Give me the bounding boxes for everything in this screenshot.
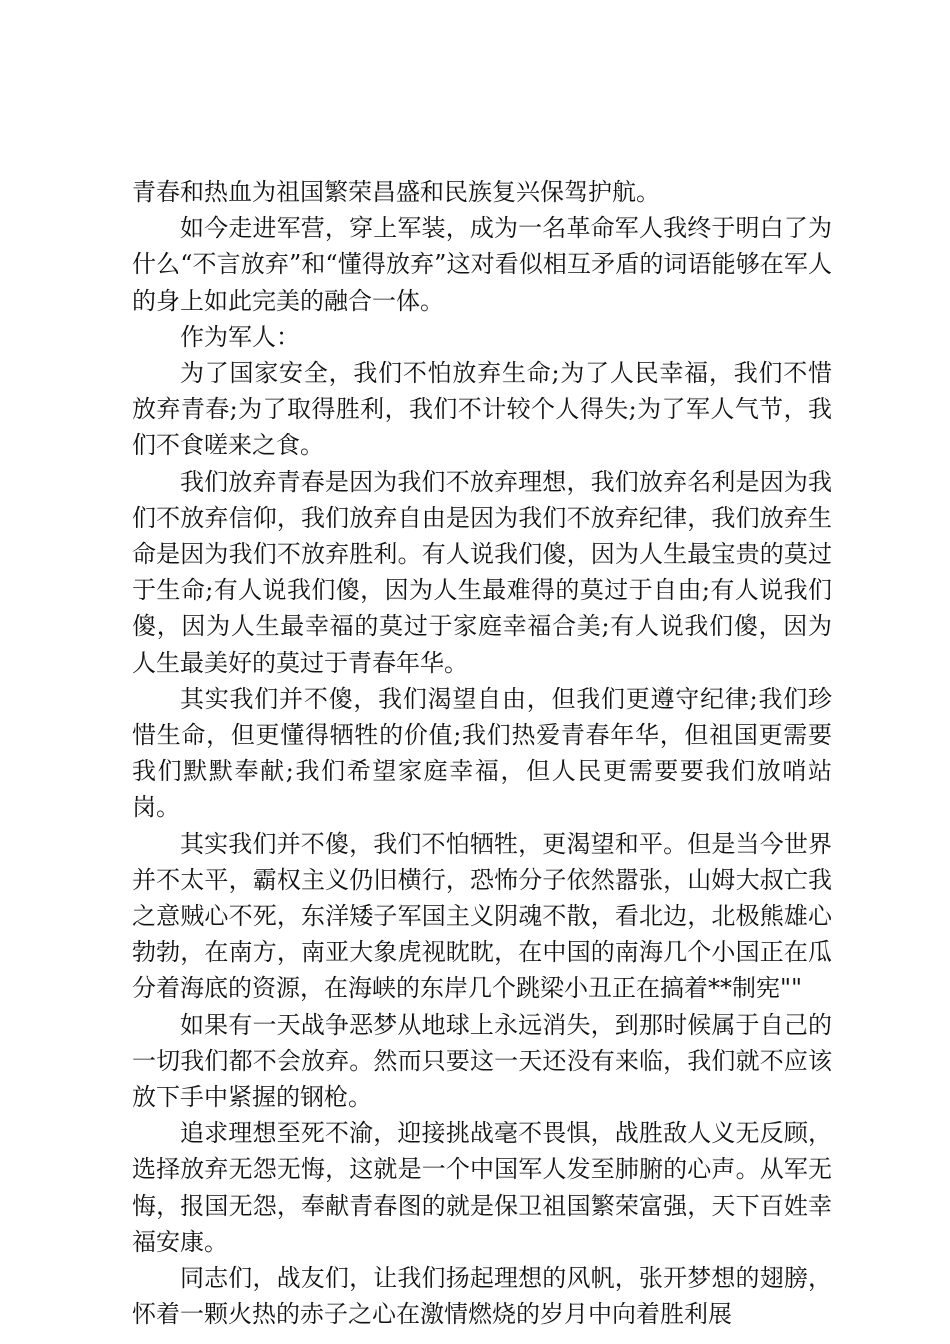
- paragraph: 作为军人：: [180, 322, 300, 351]
- paragraph: 为了国家安全，我们不怕放弃生命;为了人民幸福，我们不惜放弃青春;为了取得胜利，我们不计较个人得失;为了军人气节，我们不食嗟来之食。: [132, 359, 832, 460]
- paragraph: 其实我们并不傻，我们不怕牺牲，更渴望和平。但是当今世界并不太平，霸权主义仍旧横行，恐怖分子依然嚣张，山姆大叔亡我之意贼心不死，东洋矮子军国主义阴魂不散，看北边，北极熊雄心勃勃，在南方，南亚大象虎视眈眈，在中国的南海几个小国正在瓜分着海底的资源，在海峡的东岸几个跳梁小丑正在搞着**制宪"": [132, 829, 832, 1003]
- paragraph-continuation: 青春和热血为祖国繁荣昌盛和民族复兴保驾护航。: [132, 178, 660, 206]
- paragraph: 同志们，战友们，让我们扬起理想的风帆，张开梦想的翅膀，怀着一颗火热的赤子之心在激情燃烧的岁月中向着胜利展: [132, 1264, 832, 1329]
- paragraph: 我们放弃青春是因为我们不放弃理想，我们放弃名利是因为我们不放弃信仰，我们放弃自由是因为我们不放弃纪律，我们放弃生命是因为我们不放弃胜利。有人说我们傻，因为人生最宝贵的莫过于生命;有人说我们傻，因为人生最难得的莫过于自由;有人说我们傻，因为人生最幸福的莫过于家庭幸福合美;有人说我们傻，因为人生最美好的莫过于青春年华。: [132, 467, 832, 677]
- document-body: [132, 174, 832, 1333]
- paragraph: 其实我们并不傻，我们渴望自由，但我们更遵守纪律;我们珍惜生命，但更懂得牺牲的价值;我们热爱青春年华，但祖国更需要我们默默奉献;我们希望家庭幸福，但人民更需要要我们放哨站岗。: [132, 684, 832, 822]
- paragraph: 如今走进军营，穿上军装，成为一名革命军人我终于明白了为什么“不言放弃”和“懂得放弃”这对看似相互矛盾的词语能够在军人的身上如此完美的融合一体。: [132, 214, 832, 315]
- paragraph: 如果有一天战争恶梦从地球上永远消失，到那时候属于自己的一切我们都不会放弃。然而只要这一天还没有来临，我们就不应该放下手中紧握的钢枪。: [132, 1010, 832, 1112]
- paragraph: 追求理想至死不渝，迎接挑战毫不畏惧，战胜敌人义无反顾，选择放弃无怨无悔，这就是一个中国军人发至肺腑的心声。从军无悔，报国无怨，奉献青春图的就是保卫祖国繁荣富强，天下百姓幸福安康。: [132, 1119, 832, 1256]
